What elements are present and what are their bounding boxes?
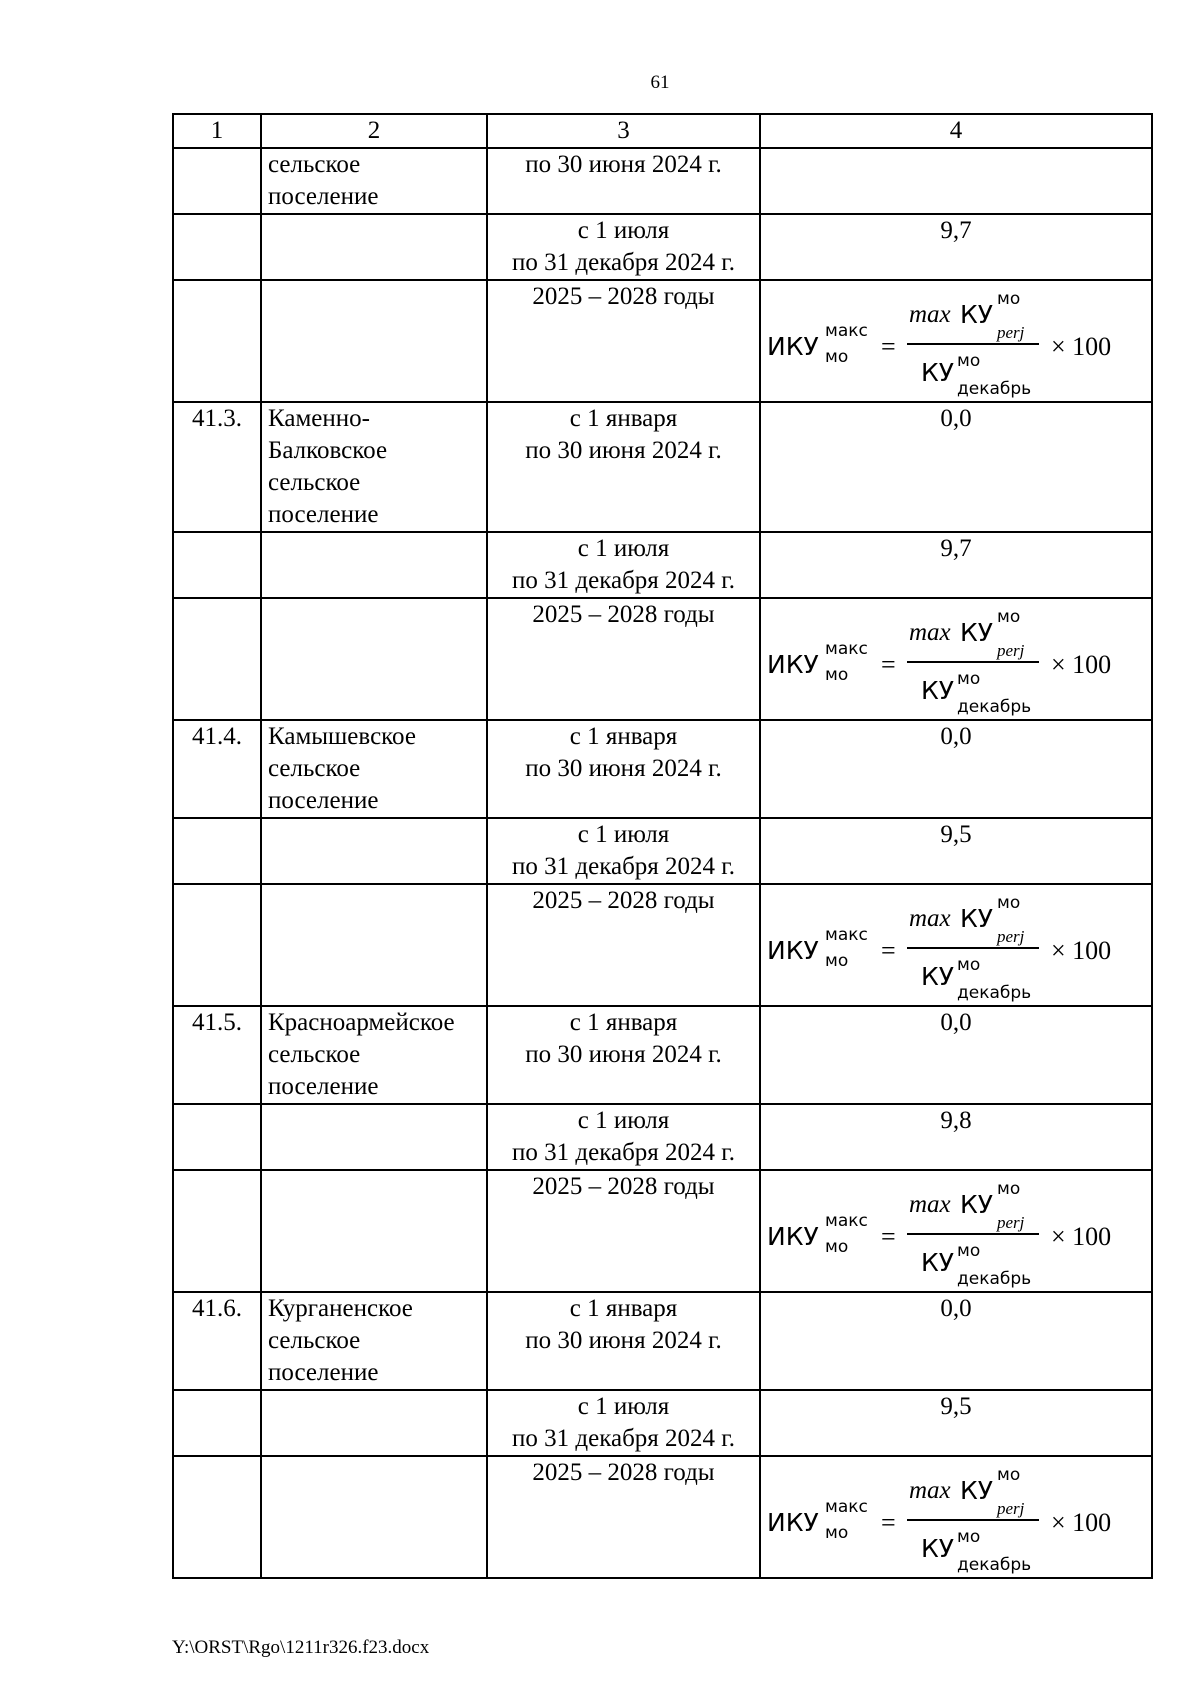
tariff-index-table bbox=[172, 113, 1153, 1579]
formula-iku: ИКУ bbox=[767, 332, 819, 361]
formula-sup-mo: мо bbox=[957, 1527, 981, 1547]
period-cell: с 1 июля по 31 декабря 2024 г. bbox=[487, 214, 760, 280]
formula-cell bbox=[760, 1170, 1152, 1292]
formula-ku-denominator: КУ bbox=[921, 358, 954, 387]
formula-sub-perj: perj bbox=[997, 1213, 1025, 1232]
column-number: 1 bbox=[173, 114, 261, 148]
formula-sup-maks: макс bbox=[825, 925, 868, 945]
formula-sup-mo: мо bbox=[997, 607, 1021, 627]
formula-ku-numerator: КУ bbox=[960, 618, 993, 647]
index-value: 9,8 bbox=[760, 1104, 1152, 1170]
formula-times-100: × 100 bbox=[1051, 936, 1112, 965]
formula-iku: ИКУ bbox=[767, 1222, 819, 1251]
formula-sub-mo: мо bbox=[825, 665, 849, 685]
row-number: 41.4. bbox=[173, 720, 261, 818]
period-cell: с 1 июля по 31 декабря 2024 г. bbox=[487, 532, 760, 598]
period-cell: с 1 января по 30 июня 2024 г. bbox=[487, 1292, 760, 1390]
formula-sub-perj: perj bbox=[997, 1499, 1025, 1518]
period-cell: с 1 января по 30 июня 2024 г. bbox=[487, 720, 760, 818]
formula-equals: = bbox=[881, 650, 896, 679]
iku-formula bbox=[761, 605, 1151, 717]
table-row bbox=[173, 402, 1152, 532]
settlement-name: Курганенское сельское поселение bbox=[261, 1292, 487, 1390]
index-value: 0,0 bbox=[760, 1292, 1152, 1390]
formula-sub-perj: perj bbox=[997, 927, 1025, 946]
formula-sup-maks: макс bbox=[825, 1497, 868, 1517]
settlement-name: Красноармейское сельское поселение bbox=[261, 1006, 487, 1104]
table-row bbox=[173, 280, 1152, 402]
table-row bbox=[173, 148, 1152, 214]
iku-formula bbox=[761, 1177, 1151, 1289]
index-value: 0,0 bbox=[760, 402, 1152, 532]
formula-sup-maks: макс bbox=[825, 639, 868, 659]
period-cell: с 1 июля по 31 декабря 2024 г. bbox=[487, 1390, 760, 1456]
formula-sub-mo: мо bbox=[825, 1237, 849, 1257]
table-row bbox=[173, 1456, 1152, 1578]
formula-iku: ИКУ bbox=[767, 650, 819, 679]
formula-iku: ИКУ bbox=[767, 936, 819, 965]
period-cell: с 1 июля по 31 декабря 2024 г. bbox=[487, 818, 760, 884]
iku-formula bbox=[761, 1463, 1151, 1575]
period-cell: по 30 июня 2024 г. bbox=[487, 148, 760, 214]
formula-cell bbox=[760, 280, 1152, 402]
formula-ku-denominator: КУ bbox=[921, 962, 954, 991]
formula-sup-mo: мо bbox=[957, 955, 981, 975]
formula-equals: = bbox=[881, 332, 896, 361]
column-number: 3 bbox=[487, 114, 760, 148]
formula-times-100: × 100 bbox=[1051, 1508, 1112, 1537]
row-number: 41.6. bbox=[173, 1292, 261, 1390]
index-value: 9,5 bbox=[760, 1390, 1152, 1456]
table-row bbox=[173, 1292, 1152, 1390]
formula-times-100: × 100 bbox=[1051, 332, 1112, 361]
row-number: 41.5. bbox=[173, 1006, 261, 1104]
settlement-name: сельское поселение bbox=[261, 148, 487, 214]
formula-max: max bbox=[909, 1191, 951, 1218]
table-row bbox=[173, 214, 1152, 280]
table-row bbox=[173, 532, 1152, 598]
period-cell: 2025 – 2028 годы bbox=[487, 1456, 760, 1578]
period-cell: 2025 – 2028 годы bbox=[487, 280, 760, 402]
table-row bbox=[173, 598, 1152, 720]
index-value: 9,5 bbox=[760, 818, 1152, 884]
formula-sup-maks: макс bbox=[825, 1211, 868, 1231]
table-row bbox=[173, 818, 1152, 884]
formula-sub-perj: perj bbox=[997, 323, 1025, 342]
period-cell: 2025 – 2028 годы bbox=[487, 598, 760, 720]
formula-equals: = bbox=[881, 936, 896, 965]
formula-sub-dekabr: декабрь bbox=[957, 697, 1032, 717]
table-row bbox=[173, 720, 1152, 818]
column-number: 2 bbox=[261, 114, 487, 148]
table-row bbox=[173, 1104, 1152, 1170]
settlement-name: Каменно- Балковское сельское поселение bbox=[261, 402, 487, 532]
formula-sub-dekabr: декабрь bbox=[957, 1555, 1032, 1575]
period-cell: с 1 января по 30 июня 2024 г. bbox=[487, 402, 760, 532]
period-cell: 2025 – 2028 годы bbox=[487, 884, 760, 1006]
formula-ku-denominator: КУ bbox=[921, 1534, 954, 1563]
formula-max: max bbox=[909, 619, 951, 646]
formula-sup-mo: мо bbox=[957, 351, 981, 371]
formula-sub-mo: мо bbox=[825, 951, 849, 971]
table-row bbox=[173, 1390, 1152, 1456]
formula-sup-mo: мо bbox=[997, 1179, 1021, 1199]
file-path-footer: Y:\ORST\Rgo\1211r326.f23.docx bbox=[172, 1637, 430, 1658]
formula-sup-mo: мо bbox=[997, 289, 1021, 309]
table-row bbox=[173, 1006, 1152, 1104]
row-number: 41.3. bbox=[173, 402, 261, 532]
formula-equals: = bbox=[881, 1222, 896, 1251]
index-value: 0,0 bbox=[760, 1006, 1152, 1104]
formula-sup-mo: мо bbox=[997, 1465, 1021, 1485]
formula-ku-denominator: КУ bbox=[921, 1248, 954, 1277]
period-cell: с 1 июля по 31 декабря 2024 г. bbox=[487, 1104, 760, 1170]
formula-sub-perj: perj bbox=[997, 641, 1025, 660]
period-cell: 2025 – 2028 годы bbox=[487, 1170, 760, 1292]
settlement-name: Камышевское сельское поселение bbox=[261, 720, 487, 818]
formula-sup-mo: мо bbox=[997, 893, 1021, 913]
formula-sub-dekabr: декабрь bbox=[957, 379, 1032, 399]
formula-ku-numerator: КУ bbox=[960, 1476, 993, 1505]
formula-sub-dekabr: декабрь bbox=[957, 983, 1032, 1003]
column-number: 4 bbox=[760, 114, 1152, 148]
formula-max: max bbox=[909, 1477, 951, 1504]
iku-formula bbox=[761, 891, 1151, 1003]
table-row bbox=[173, 884, 1152, 1006]
formula-cell bbox=[760, 1456, 1152, 1578]
index-value: 0,0 bbox=[760, 720, 1152, 818]
formula-times-100: × 100 bbox=[1051, 1222, 1112, 1251]
formula-sub-dekabr: декабрь bbox=[957, 1269, 1032, 1289]
formula-sup-mo: мо bbox=[957, 1241, 981, 1261]
period-cell: с 1 января по 30 июня 2024 г. bbox=[487, 1006, 760, 1104]
formula-sub-mo: мо bbox=[825, 1523, 849, 1543]
formula-ku-numerator: КУ bbox=[960, 904, 993, 933]
formula-times-100: × 100 bbox=[1051, 650, 1112, 679]
formula-sub-mo: мо bbox=[825, 347, 849, 367]
formula-cell bbox=[760, 598, 1152, 720]
formula-ku-numerator: КУ bbox=[960, 1190, 993, 1219]
formula-max: max bbox=[909, 905, 951, 932]
index-value: 9,7 bbox=[760, 532, 1152, 598]
formula-iku: ИКУ bbox=[767, 1508, 819, 1537]
index-value: 9,7 bbox=[760, 214, 1152, 280]
formula-max: max bbox=[909, 301, 951, 328]
formula-sup-maks: макс bbox=[825, 321, 868, 341]
formula-cell bbox=[760, 884, 1152, 1006]
table-row bbox=[173, 1170, 1152, 1292]
formula-sup-mo: мо bbox=[957, 669, 981, 689]
formula-equals: = bbox=[881, 1508, 896, 1537]
column-number-row bbox=[173, 114, 1152, 148]
formula-ku-numerator: КУ bbox=[960, 300, 993, 329]
page-number: 61 bbox=[650, 72, 670, 93]
iku-formula bbox=[761, 287, 1151, 399]
formula-ku-denominator: КУ bbox=[921, 676, 954, 705]
